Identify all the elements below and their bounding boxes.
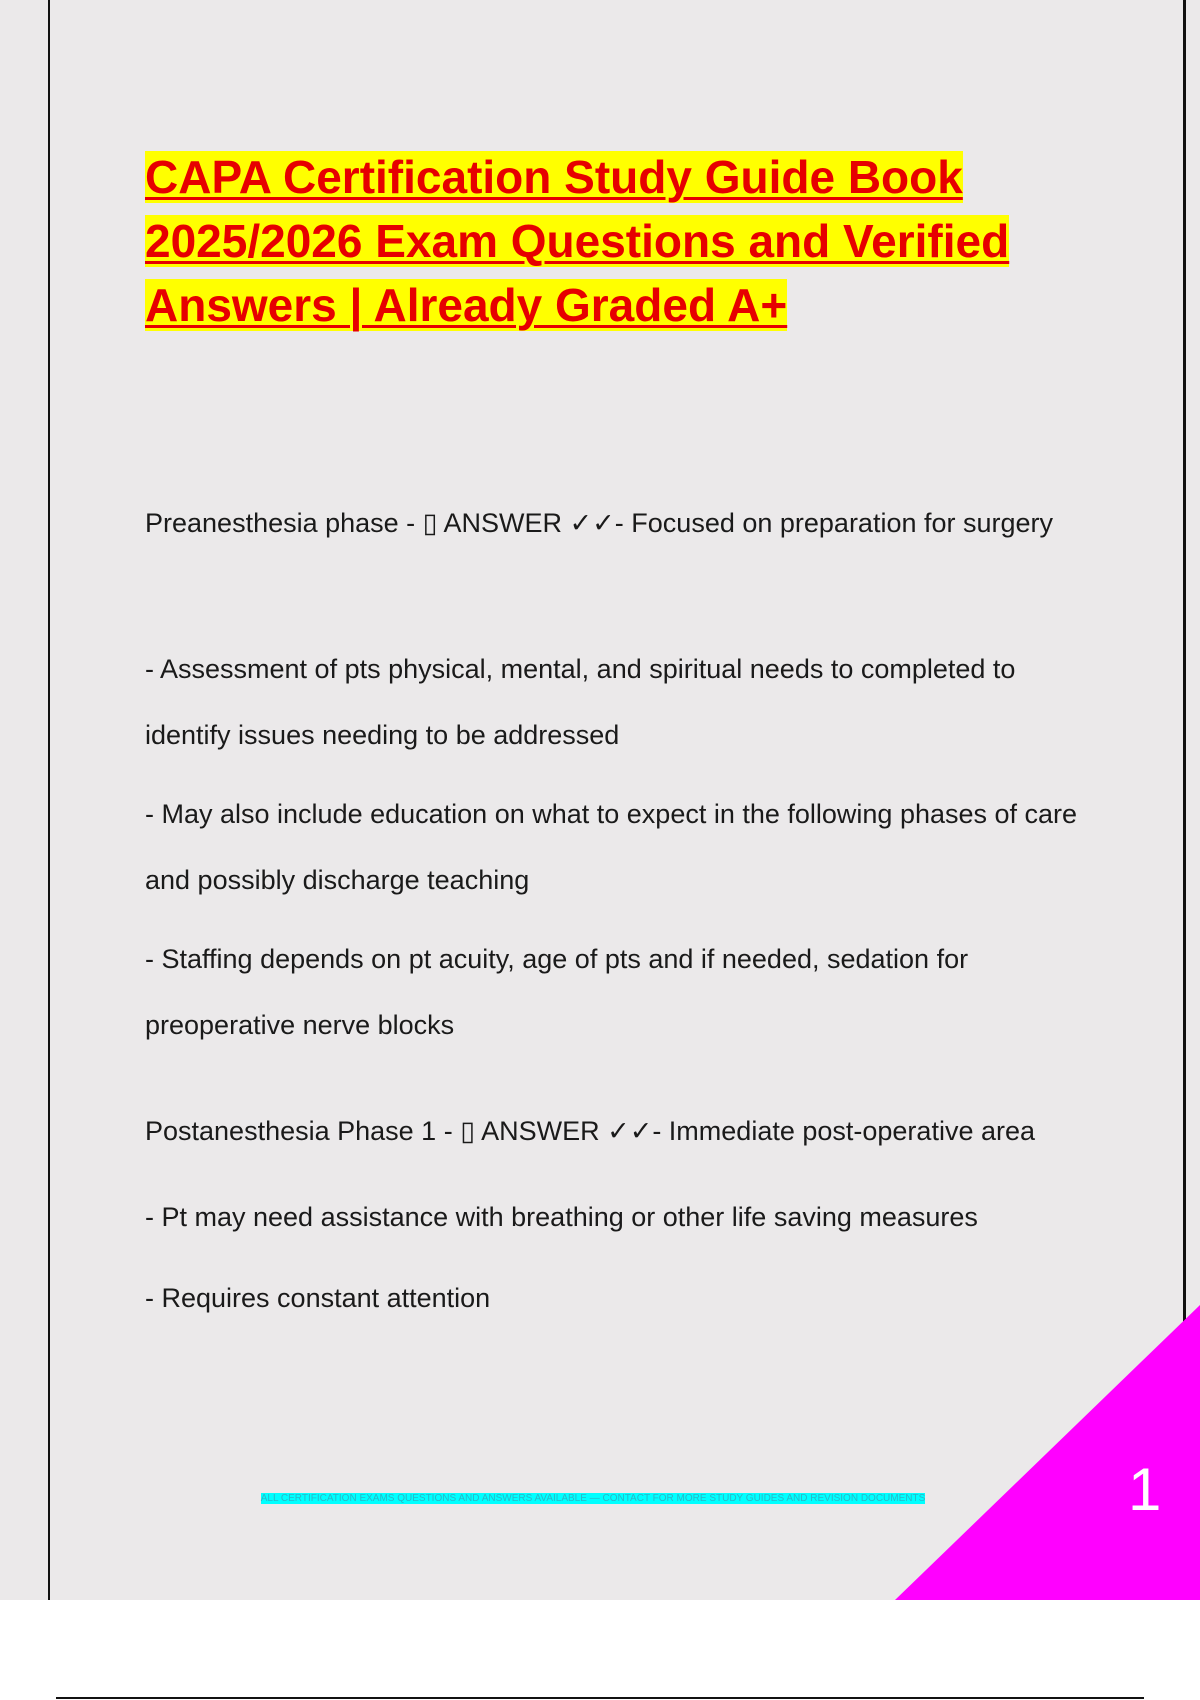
page-number: 1 xyxy=(1128,1456,1162,1523)
footer-promo-note: ALL CERTIFICATION EXAMS QUESTIONS AND ANSWERS AVAILABLE — CONTACT FOR MORE STUDY GUIDES AND REVISION DOCUMENTS xyxy=(260,1493,926,1504)
qa-item-preanesthesia: Preanesthesia phase - ▯ ANSWER ✓✓- Focused on preparation for surgery xyxy=(145,508,1054,538)
qa-item-postanesthesia-phase-1: Postanesthesia Phase 1 - ▯ ANSWER ✓✓- Immediate post-operative area xyxy=(145,1116,1035,1146)
page-separator-line xyxy=(56,1697,1144,1699)
document-title xyxy=(145,145,1105,337)
title-text: CAPA Certification Study Guide Book 2025/2026 Exam Questions and Verified Answers | Already Graded A+ xyxy=(145,151,1010,331)
bullet-breathing-assistance: - Pt may need assistance with breathing or other life saving measures xyxy=(145,1202,978,1232)
bullet-constant-attention: - Requires constant attention xyxy=(145,1283,491,1313)
bullet-staffing: - Staffing depends on pt acuity, age of pts and if needed, sedation for preoperative nerve blocks xyxy=(145,944,969,1040)
page-corner-triangle xyxy=(895,1305,1200,1600)
left-border-line xyxy=(48,0,50,1600)
bullet-assessment: - Assessment of pts physical, mental, and spiritual needs to completed to identify issues needing to be addressed xyxy=(145,654,1016,750)
bullet-education: - May also include education on what to expect in the following phases of care and possibly discharge teaching xyxy=(145,799,1078,895)
